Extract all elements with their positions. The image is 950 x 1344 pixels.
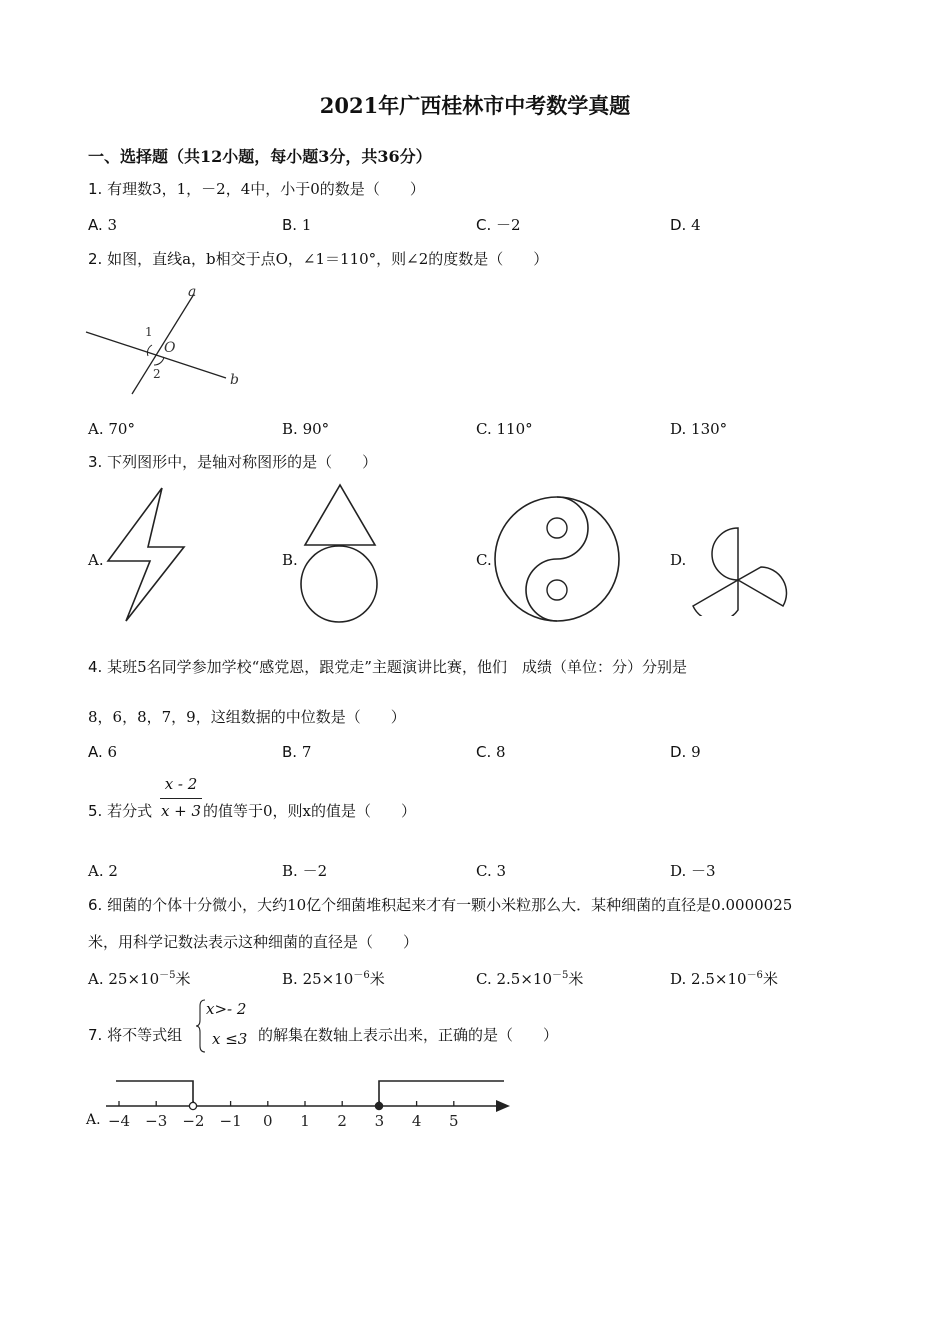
option-label: A. — [88, 743, 103, 761]
question-number: 3. — [88, 453, 103, 471]
number-line-tick-label: 5 — [449, 1112, 459, 1130]
option-unit: 米 — [369, 970, 385, 988]
option-label: C. — [476, 743, 492, 761]
option-base: 25×10 — [108, 970, 160, 988]
question-6 — [88, 895, 792, 915]
option-label: B. — [282, 216, 298, 234]
label-b: b — [230, 372, 239, 388]
option-label: C. — [476, 970, 492, 988]
q1-option-d — [670, 215, 701, 235]
number-line-tick-label: 2 — [337, 1112, 347, 1130]
question-5 — [88, 801, 152, 821]
number-line-tick-label: −3 — [145, 1112, 168, 1130]
option-text: －3 — [691, 862, 716, 880]
option-label: A. — [88, 862, 104, 880]
q2-option-b — [282, 419, 329, 439]
option-label: C. — [476, 420, 492, 438]
q4-option-c — [476, 742, 506, 762]
option-text: 6 — [107, 743, 118, 761]
number-line-figure — [100, 1072, 520, 1134]
option-exponent: －5 — [159, 970, 176, 981]
fraction-denominator: x + 3 — [160, 802, 202, 820]
option-text: －2 — [302, 862, 328, 880]
question-stem-after: 的解集在数轴上表示出来，正确的是（ ） — [258, 1026, 559, 1044]
question-stem-before: 若分式 — [107, 802, 153, 820]
number-line-tick-label: 1 — [300, 1112, 310, 1130]
option-label: D. — [670, 862, 687, 880]
option-label: D. — [670, 970, 687, 988]
q2-option-d — [670, 419, 727, 439]
number-line-tick-label: 4 — [411, 1112, 422, 1130]
question-4 — [88, 657, 687, 677]
option-text: 7 — [301, 743, 312, 761]
option-label: D. — [670, 216, 687, 234]
q3-option-a-label: A. — [88, 551, 104, 569]
question-1 — [88, 179, 425, 199]
system-line-2: x ≤3 — [212, 1030, 248, 1048]
three-sector-pinwheel-shape-icon — [686, 524, 792, 616]
option-label: B. — [282, 862, 298, 880]
option-unit: 米 — [762, 970, 778, 988]
option-text: 3 — [107, 216, 118, 234]
question-number: 7. — [88, 1026, 103, 1044]
question-3 — [88, 452, 377, 472]
question-stem-before: 将不等式组 — [107, 1026, 183, 1044]
q4-option-b — [282, 742, 311, 762]
option-text: 110° — [496, 420, 533, 438]
option-text: 3 — [496, 862, 507, 880]
option-base: 25×10 — [302, 970, 354, 988]
option-unit: 米 — [568, 970, 584, 988]
q3-option-c-label: C. — [476, 551, 492, 569]
question-4-line2: 8，6，8，7，9，这组数据的中位数是（ ） — [88, 708, 406, 726]
question-stem: 细菌的个体十分微小，大约10亿个细菌堆积起来才有一颗小米粒那么大．某种细菌的直径是0.0000025 — [107, 896, 793, 914]
q4-option-d — [670, 742, 701, 762]
q5-option-c — [476, 861, 506, 881]
q5-option-d — [670, 861, 716, 881]
option-text: 1 — [301, 216, 312, 234]
number-line-tick-label: 0 — [263, 1112, 273, 1130]
question-stem: 下列图形中，是轴对称图形的是（ ） — [107, 453, 378, 471]
question-number: 1. — [88, 180, 103, 198]
open-point-marker — [189, 1102, 196, 1109]
option-label: D. — [670, 420, 687, 438]
question-number: 2. — [88, 250, 103, 268]
option-text: 90° — [302, 420, 330, 438]
q3-option-d-label: D. — [670, 551, 687, 569]
number-line-tick-label: −1 — [219, 1112, 242, 1130]
q1-option-c — [476, 215, 521, 235]
q7-option-a-label: A. — [86, 1112, 101, 1128]
question-number: 6. — [88, 896, 103, 914]
option-label: B. — [282, 420, 298, 438]
section-heading: 一、选择题（共12小题，每小题3分，共36分） — [88, 147, 432, 166]
label-angle-2: 2 — [153, 367, 161, 381]
option-text: 9 — [691, 743, 701, 761]
option-base: 2.5×10 — [691, 970, 747, 988]
label-angle-1: 1 — [145, 325, 153, 339]
question-2 — [88, 249, 548, 269]
option-text: 8 — [496, 743, 506, 761]
q5-option-a — [88, 861, 118, 881]
option-label: D. — [670, 743, 687, 761]
option-label: C. — [476, 216, 492, 234]
intersecting-lines-figure — [84, 280, 254, 400]
option-base: 2.5×10 — [496, 970, 553, 988]
option-unit: 米 — [175, 970, 191, 988]
q6-option-c — [476, 966, 583, 989]
number-line-tick-label: −4 — [107, 1112, 131, 1130]
q6-option-a — [88, 966, 191, 989]
question-stem: 有理数3，1，－2，4中，小于0的数是（ ） — [107, 180, 425, 198]
question-7 — [88, 1025, 182, 1045]
lightning-bolt-shape-icon — [104, 485, 188, 625]
q6-option-d — [670, 966, 778, 989]
yin-yang-shape-icon — [492, 494, 622, 624]
question-number: 5. — [88, 802, 103, 820]
option-text: 4 — [691, 216, 701, 234]
q1-option-a — [88, 215, 117, 235]
fraction-numerator: x - 2 — [164, 775, 198, 793]
system-line-1: x>- 2 — [206, 1000, 247, 1018]
option-text: 2 — [108, 862, 118, 880]
number-line-tick-label: −2 — [182, 1112, 205, 1130]
q6-option-b — [282, 966, 385, 989]
option-label: A. — [88, 970, 104, 988]
option-exponent: －6 — [746, 970, 763, 981]
page-title: 2021年广西桂林市中考数学真题 — [319, 93, 631, 118]
option-exponent: －5 — [552, 970, 569, 981]
q4-option-a — [88, 742, 117, 762]
option-label: B. — [282, 970, 298, 988]
option-label: B. — [282, 743, 298, 761]
option-label: A. — [88, 420, 104, 438]
option-label: A. — [88, 216, 103, 234]
q2-option-c — [476, 419, 533, 439]
question-stem: 某班5名同学参加学校“感党恩，跟党走”主题演讲比赛，他们 成绩（单位：分）分别是 — [107, 658, 687, 676]
option-text: 70° — [108, 420, 135, 438]
number-line-tick-label: 3 — [374, 1112, 385, 1130]
question-stem-after: 的值等于0，则x的值是（ ） — [203, 802, 417, 820]
q1-option-b — [282, 215, 311, 235]
question-6-line2: 米，用科学记数法表示这种细菌的直径是（ ） — [88, 933, 419, 951]
label-a: a — [188, 284, 197, 300]
closed-point-marker — [375, 1102, 382, 1109]
fraction-bar — [160, 798, 202, 799]
option-label: C. — [476, 862, 492, 880]
label-o: O — [164, 340, 176, 356]
option-text: 130° — [691, 420, 728, 438]
q3-option-b-label: B. — [282, 551, 298, 569]
question-stem: 如图，直线a，b相交于点O，∠1＝110°，则∠2的度数是（ ） — [107, 250, 549, 268]
question-number: 4. — [88, 658, 103, 676]
option-text: －2 — [496, 216, 521, 234]
option-exponent: －6 — [353, 970, 370, 981]
q5-option-b — [282, 861, 327, 881]
triangle-on-circle-shape-icon — [298, 482, 380, 628]
q2-option-a — [88, 419, 135, 439]
